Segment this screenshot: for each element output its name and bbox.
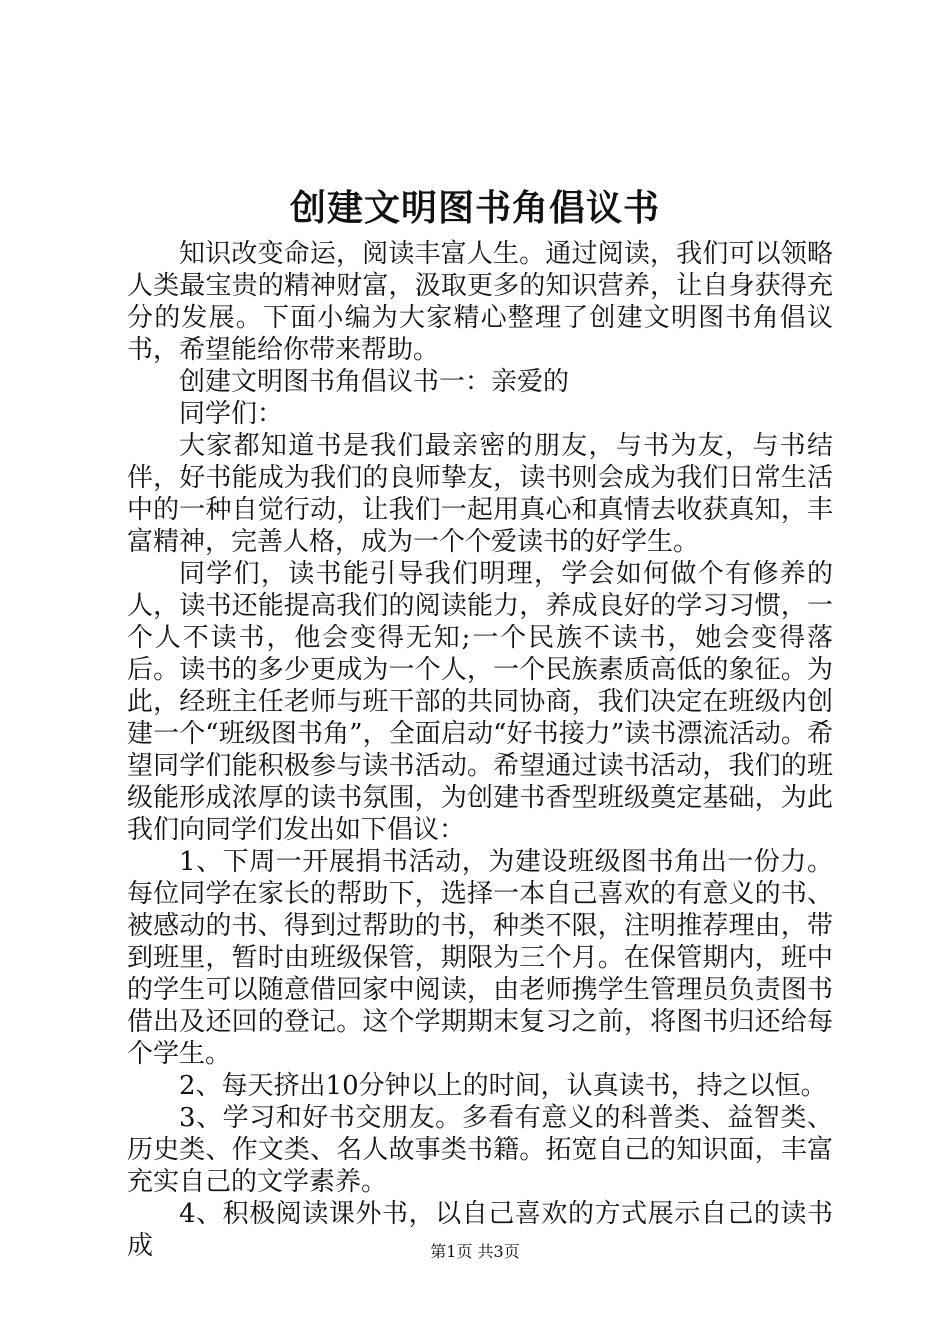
- paragraph-intro: 知识改变命运，阅读丰富人生。通过阅读，我们可以领略人类最宝贵的精神财富，汲取更多的知识营养，让自身获得充分的发展。下面小编为大家精心整理了创建文明图书角倡议书，希望能给你带来帮助。: [127, 239, 833, 365]
- paragraph-item-4: 4、积极阅读课外书，以自己喜欢的方式展示自己的读书成: [127, 1199, 833, 1261]
- document-title: 创建文明图书角倡议书: [289, 187, 660, 229]
- paragraph-body-1: 大家都知道书是我们最亲密的朋友，与书为友，与书结伴，好书能成为我们的良师挚友，读书则会成为我们日常生活中的一种自觉行动，让我们一起用真心和真情去收获真知，丰富精神，完善人格，成为一个个爱读书的好学生。: [127, 431, 833, 557]
- paragraph-heading: 创建文明图书角倡议书一：亲爱的: [179, 367, 570, 397]
- paragraph-item-2: 2、每天挤出10分钟以上的时间，认真读书，持之以恒。: [179, 1071, 827, 1101]
- document-body: [127, 238, 833, 1262]
- paragraph-item-3: 3、学习和好书交朋友。多看有意义的科普类、益智类、历史类、作文类、名人故事类书籍。拓宽自己的知识面，丰富充实自己的文学素养。: [127, 1103, 833, 1197]
- paragraph-body-2: 同学们，读书能引导我们明理，学会如何做个有修养的人，读书还能提高我们的阅读能力，养成良好的学习习惯，一个人不读书，他会变得无知;一个民族不读书，她会变得落后。读书的多少更成为一个人，一个民族素质高低的象征。为此，经班主任老师与班干部的共同协商，我们决定在班级内创建一个“班级图书角”，全面启动“好书接力”读书漂流活动。希望同学们能积极参与读书活动。希望通过读书活动，我们的班级能形成浓厚的读书氛围，为创建书香型班级奠定基础，为此我们向同学们发出如下倡议：: [127, 559, 833, 845]
- page-footer: 第1页 共3页: [430, 1242, 520, 1261]
- paragraph-salutation: 同学们：: [179, 399, 284, 429]
- paragraph-item-1: 1、下周一开展捐书活动，为建设班级图书角出一份力。每位同学在家长的帮助下，选择一本自己喜欢的有意义的书、被感动的书、得到过帮助的书，种类不限，注明推荐理由，带到班里，暂时由班级保管，期限为三个月。在保管期内，班中的学生可以随意借回家中阅读，由老师携学生管理员负责图书借出及还回的登记。这个学期期末复习之前，将图书归还给每个学生。: [127, 847, 833, 1069]
